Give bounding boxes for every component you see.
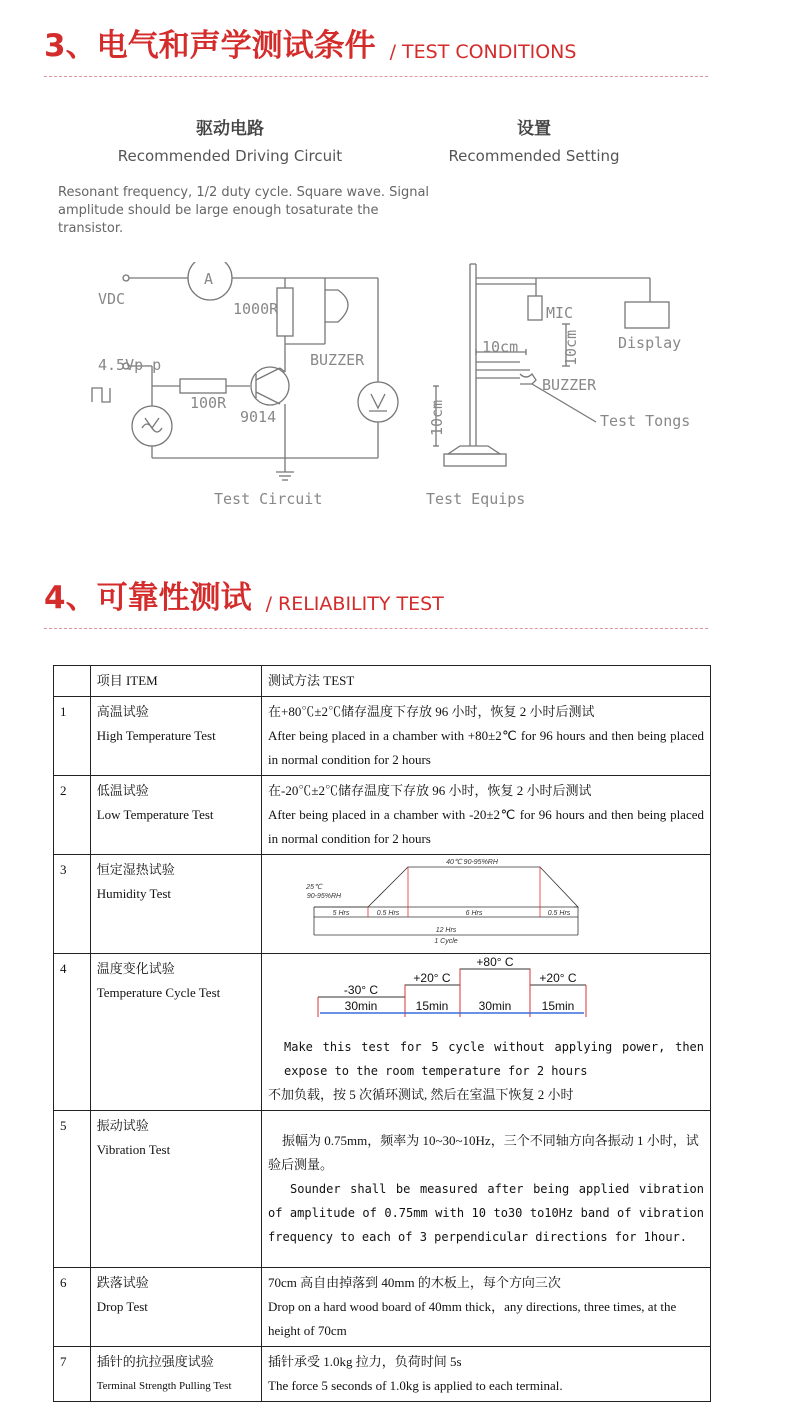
item-name-en: Vibration Test	[96, 1142, 171, 1157]
table-row	[54, 1111, 711, 1268]
test-desc-zh: 在-20℃±2℃储存温度下存放 96 小时，恢复 2 小时后测试	[268, 783, 592, 798]
temp-level-label: +80° C	[476, 957, 514, 969]
item-name-en: Temperature Cycle Test	[96, 985, 221, 1000]
table-row	[54, 697, 711, 776]
temp-level-label: +20° C	[539, 971, 577, 985]
test-tongs-label: Test Tongs	[600, 412, 691, 430]
duration-label: 15min	[541, 999, 575, 1013]
setting-title-en: Recommended Setting	[448, 147, 620, 165]
test-equips-diagram	[420, 262, 720, 522]
temperature-cycle-chart	[268, 957, 704, 1027]
driving-circuit-title-en: Recommended Driving Circuit	[117, 147, 343, 165]
test-desc-zh: 振幅为 0.75mm，频率为 10~30~10Hz，三个不同轴方向各振动 1 小时，试验后测量。	[268, 1133, 699, 1172]
item-name-zh: 恒定湿热试验	[96, 862, 175, 877]
row-number: 1	[54, 697, 91, 776]
row-test	[262, 776, 711, 855]
cycle-label: 1 Cycle	[434, 938, 458, 945]
humidity-cycle-chart	[262, 855, 698, 945]
table-header-row	[54, 666, 711, 697]
row-item	[90, 1268, 261, 1347]
duration-label: 15min	[415, 999, 449, 1013]
resistor-1000r-label: 1000R	[233, 300, 279, 318]
item-name-en: Drop Test	[96, 1299, 148, 1314]
section4-subtitle: / RELIABILITY TEST	[265, 593, 444, 615]
section3-subtitle: / TEST CONDITIONS	[389, 41, 577, 63]
vertical-distance-label: 10cm	[562, 329, 580, 366]
item-name-zh: 高温试验	[96, 704, 149, 719]
test-desc-zh: 不加负载，按 5 次循环测试, 然后在室温下恢复 2 小时	[268, 1087, 574, 1102]
row-item	[90, 697, 261, 776]
test-desc-en: The force 5 seconds of 1.0kg is applied to each terminal.	[268, 1378, 563, 1393]
resistor-100r-label: 100R	[190, 394, 227, 412]
table-row	[54, 954, 711, 1111]
item-name-zh: 插针的抗拉强度试验	[96, 1354, 214, 1369]
row-item	[90, 855, 261, 954]
setting-heading	[434, 114, 634, 165]
duration-label: 30min	[478, 999, 512, 1013]
transistor-label: 9014	[240, 408, 277, 426]
table-row	[54, 1347, 711, 1402]
row-number: 6	[54, 1268, 91, 1347]
segment-label: 0.5 Hrs	[547, 910, 571, 917]
stand-height-label: 10cm	[428, 399, 446, 436]
row-item	[90, 1347, 261, 1402]
driving-circuit-heading	[110, 114, 350, 165]
ammeter-label: A	[204, 270, 214, 288]
table-row	[54, 1268, 711, 1347]
reliability-table	[53, 665, 711, 1402]
header-cell-no	[54, 666, 91, 697]
vdc-label: VDC	[98, 290, 126, 308]
item-name-zh: 跌落试验	[96, 1275, 149, 1290]
section3-header	[44, 26, 576, 66]
buzzer-label: BUZZER	[310, 351, 365, 369]
row-test	[262, 1347, 711, 1402]
divider	[44, 76, 708, 77]
test-desc-en: After being placed in a chamber with -20±2℃ for 96 hours and then being placed in normal condition for 2 hours	[268, 807, 704, 846]
row-test	[262, 855, 711, 954]
duration-label: 30min	[344, 999, 378, 1013]
test-desc-zh: 在+80℃±2℃储存温度下存放 96 小时，恢复 2 小时后测试	[268, 704, 595, 719]
row-item	[90, 954, 261, 1111]
test-desc-en: After being placed in a chamber with +80±2℃ for 96 hours and then being placed in normal condition for 2 hours	[268, 728, 704, 767]
section4-title: 4、可靠性测试	[44, 580, 252, 616]
row-item	[90, 1111, 261, 1268]
table-row	[54, 855, 711, 954]
row-number: 2	[54, 776, 91, 855]
row-test	[262, 697, 711, 776]
segment-label: 5 Hrs	[332, 910, 350, 917]
segment-label: 6 Hrs	[465, 910, 483, 917]
item-name-zh: 低温试验	[96, 783, 149, 798]
test-circuit-diagram	[80, 262, 420, 522]
display-label: Display	[618, 334, 682, 352]
test-circuit-label: Test Circuit	[214, 490, 323, 508]
item-name-en: Low Temperature Test	[96, 807, 214, 822]
driving-note: Resonant frequency, 1/2 duty cycle. Square wave. Signal amplitude should be large enough tosaturate the transistor.	[58, 185, 430, 236]
row-number: 7	[54, 1347, 91, 1402]
test-desc-en: Drop on a hard wood board of 40mm thick，any directions, three times, at the height of 70cm	[268, 1299, 677, 1338]
row-item	[90, 776, 261, 855]
temp-level-label: -30° C	[343, 983, 379, 997]
equip-buzzer-label: BUZZER	[542, 376, 597, 394]
horizontal-distance-label: 10cm	[482, 338, 519, 356]
item-name-en: Terminal Strength Pulling Test	[96, 1380, 232, 1392]
total-duration-label: 12 Hrs	[435, 927, 457, 934]
humidity-profile-line	[314, 867, 578, 907]
test-desc-zh: 插针承受 1.0kg 拉力，负荷时间 5s	[268, 1354, 462, 1369]
test-equips-label: Test Equips	[426, 490, 526, 508]
humidity-start-temp: 25℃	[306, 884, 322, 891]
header-cell-item: 项目 ITEM	[90, 666, 261, 697]
mic-label: MIC	[546, 304, 574, 322]
row-number: 4	[54, 954, 91, 1111]
test-desc-en: Sounder shall be measured after being applied vibration of amplitude of 0.75mm with 10 to30 to10Hz band of vibration frequency to each of 3 perpendicular directions for 1hour.	[268, 1182, 704, 1244]
section4-header	[44, 578, 444, 618]
test-desc-zh: 70cm 高自由掉落到 40mm 的木板上，每个方向三次	[268, 1275, 561, 1290]
setting-title-zh: 设置	[517, 119, 551, 139]
item-name-zh: 振动试验	[96, 1118, 149, 1133]
driving-circuit-title-zh: 驱动电路	[196, 119, 264, 139]
row-number: 5	[54, 1111, 91, 1268]
item-name-en: Humidity Test	[96, 886, 172, 901]
item-name-zh: 温度变化试验	[96, 961, 175, 976]
humidity-start-rh: 90-95%RH	[306, 893, 342, 900]
item-name-en: High Temperature Test	[96, 728, 216, 743]
humidity-top-label: 40℃ 90-95%RH	[446, 859, 498, 866]
vpp-label: 4.5Vp-p	[98, 356, 162, 374]
row-number: 3	[54, 855, 91, 954]
temp-level-label: +20° C	[413, 971, 451, 985]
header-cell-test: 测试方法 TEST	[262, 666, 711, 697]
test-desc-en: Make this test for 5 cycle without applying power, then expose to the room temperature for 2 hours	[284, 1040, 704, 1078]
row-test	[262, 954, 711, 1111]
row-test	[262, 1111, 711, 1268]
segment-label: 0.5 Hrs	[376, 910, 400, 917]
divider	[44, 628, 708, 629]
row-test	[262, 1268, 711, 1347]
table-row	[54, 776, 711, 855]
section3-title: 3、电气和声学测试条件	[44, 28, 376, 64]
